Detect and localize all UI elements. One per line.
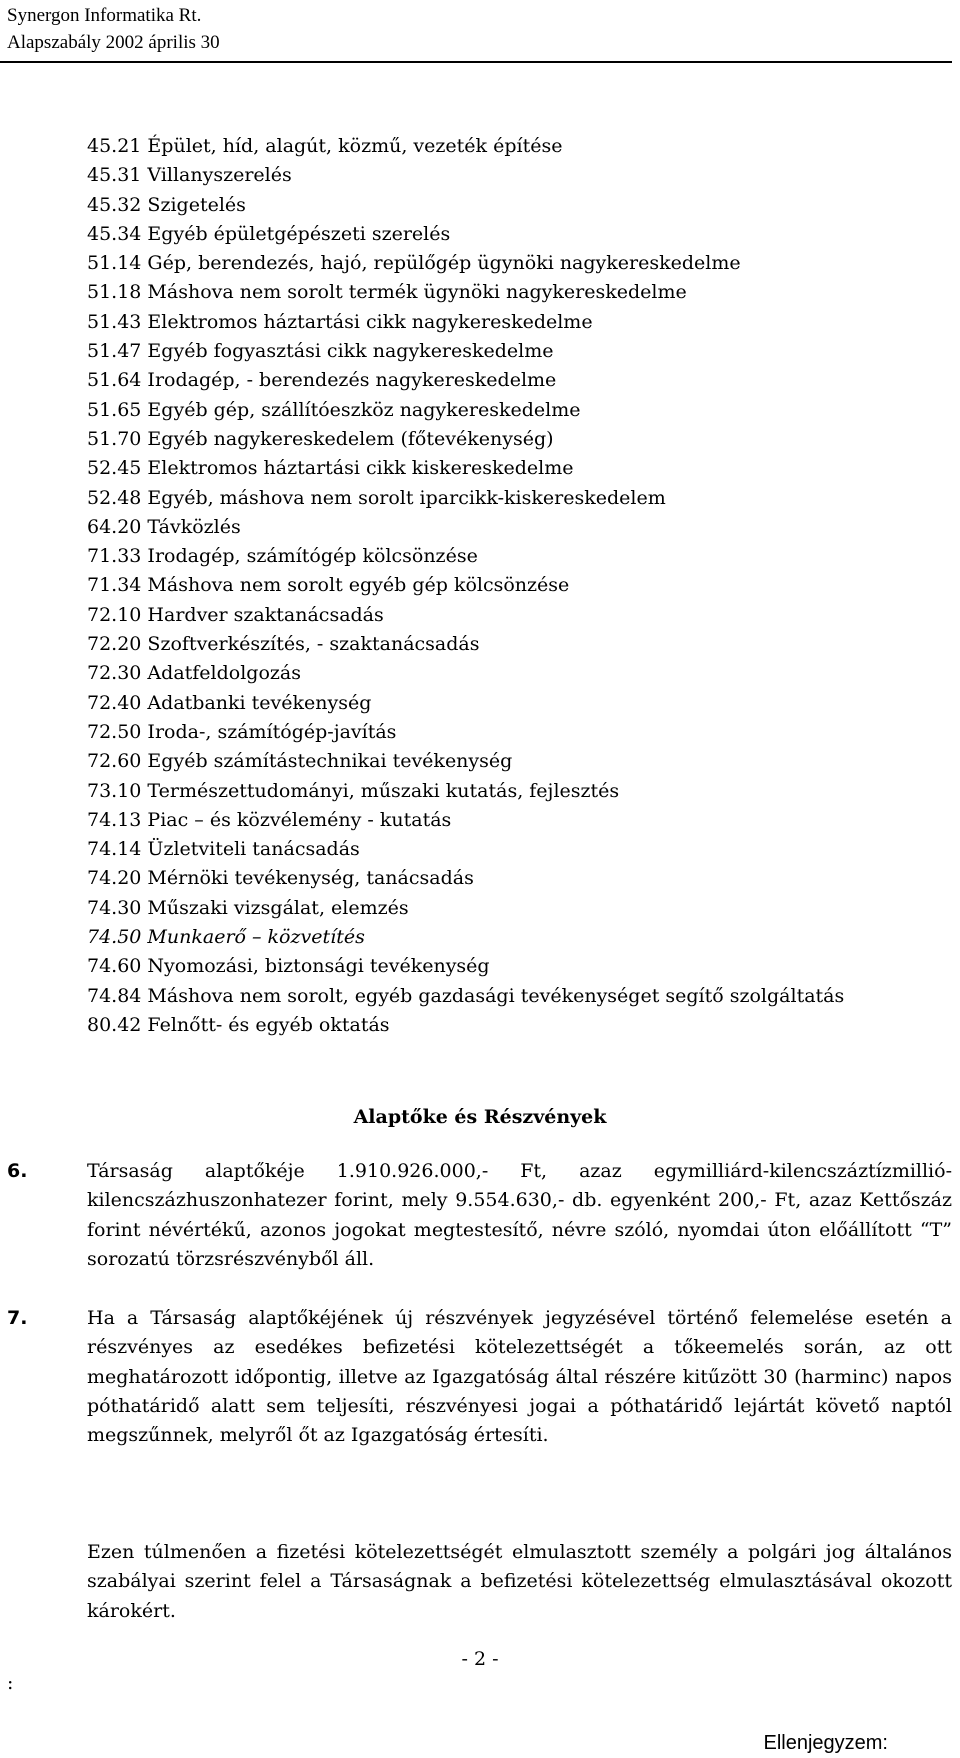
list-item: 64.20 Távközlés bbox=[87, 515, 241, 538]
list-item: 45.32 Szigetelés bbox=[87, 193, 246, 216]
margin-mark: : bbox=[7, 1672, 14, 1694]
list-item: 74.84 Máshova nem sorolt, egyéb gazdasági tevékenységet segítő szolgáltatás bbox=[87, 984, 845, 1007]
list-item: 72.50 Iroda-, számítógép-javítás bbox=[87, 720, 397, 743]
list-item: 80.42 Felnőtt- és egyéb oktatás bbox=[87, 1013, 390, 1036]
list-item: 52.45 Elektromos háztartási cikk kiskereskedelme bbox=[87, 457, 574, 480]
section-number: 6. bbox=[7, 1160, 28, 1182]
list-item: 45.34 Egyéb épületgépészeti szerelés bbox=[87, 222, 451, 245]
list-item: 72.20 Szoftverkészítés, - szaktanácsadás bbox=[87, 633, 480, 656]
page-number: - 2 - bbox=[461, 1648, 499, 1670]
activity-list bbox=[87, 132, 947, 1040]
list-item: 74.30 Műszaki vizsgálat, elemzés bbox=[87, 896, 409, 919]
list-item: 73.10 Természettudományi, műszaki kutatás, fejlesztés bbox=[87, 779, 620, 802]
list-item: 51.14 Gép, berendezés, hajó, repülőgép ügynöki nagykereskedelme bbox=[87, 252, 741, 275]
list-item: 51.64 Irodagép, - berendezés nagykereskedelme bbox=[87, 369, 557, 392]
list-item: 72.30 Adatfeldolgozás bbox=[87, 662, 302, 685]
company-name: Synergon Informatika Rt. bbox=[7, 5, 202, 26]
document-title: Alapszabály 2002 április 30 bbox=[7, 32, 220, 53]
list-item: 74.60 Nyomozási, biztonsági tevékenység bbox=[87, 955, 490, 978]
list-item: 72.10 Hardver szaktanácsadás bbox=[87, 603, 384, 626]
list-item: 51.70 Egyéb nagykereskedelem (főtevékenység) bbox=[87, 427, 554, 450]
footer-countersign: Ellenjegyzem: bbox=[763, 1732, 888, 1754]
section-number: 7. bbox=[7, 1307, 28, 1329]
list-item: 74.50 Munkaerő – közvetítés bbox=[87, 926, 365, 949]
page-header bbox=[7, 2, 220, 56]
list-item: 51.43 Elektromos háztartási cikk nagykereskedelme bbox=[87, 310, 593, 333]
section-heading: Alaptőke és Részvények bbox=[353, 1106, 607, 1128]
section-paragraph: Ezen túlmenően a fizetési kötelezettségét elmulasztott személy a polgári jog általános szabályai szerint felel a Társaságnak a befizetési kötelezettség elmulasztásával okozott károkért. bbox=[87, 1541, 952, 1622]
list-item: 72.40 Adatbanki tevékenység bbox=[87, 691, 372, 714]
section-paragraph: Ha a Társaság alaptőkéjének új részvények jegyzésével történő felemelése esetén a részvényes az esedékes befizetési kötelezettségét a tőkeemelés során, az ott meghatározott időpontig, illetve az Igazgatóság által részére kitűzött 30 (harminc) napos póthatáridő alatt sem teljesíti, részvényesi jogai a póthatáridő lejártát követő naptól megszűnnek, melyről őt az Igazgatóság értesíti. bbox=[87, 1307, 952, 1447]
list-item: 74.20 Mérnöki tevékenység, tanácsadás bbox=[87, 867, 474, 890]
list-item: 51.65 Egyéb gép, szállítóeszköz nagykereskedelme bbox=[87, 398, 581, 421]
list-item: 51.18 Máshova nem sorolt termék ügynöki nagykereskedelme bbox=[87, 281, 687, 304]
list-item: 45.21 Épület, híd, alagút, közmű, vezeték építése bbox=[87, 135, 563, 157]
list-item: 71.33 Irodagép, számítógép kölcsönzése bbox=[87, 545, 478, 568]
list-item: 45.31 Villanyszerelés bbox=[87, 164, 292, 187]
list-item: 71.34 Máshova nem sorolt egyéb gép kölcsönzése bbox=[87, 574, 570, 597]
list-item: 51.47 Egyéb fogyasztási cikk nagykereskedelme bbox=[87, 340, 554, 363]
list-item: 52.48 Egyéb, máshova nem sorolt iparcikk-kiskereskedelem bbox=[87, 486, 666, 509]
list-item: 74.14 Üzletviteli tanácsadás bbox=[87, 838, 360, 861]
list-item: 72.60 Egyéb számítástechnikai tevékenység bbox=[87, 750, 513, 773]
header-rule bbox=[0, 61, 952, 63]
list-item: 74.13 Piac – és közvélemény - kutatás bbox=[87, 808, 452, 831]
section-paragraph: Társaság alaptőkéje 1.910.926.000,- Ft, azaz egymilliárd-kilencszáztízmillió- kilencszázhuszonhatezer forint, mely 9.554.630,- db. egyenként 200,- Ft, azaz Kettőszáz forint névértékű, azonos jogokat megtestesítő, névre szóló, nyomdai úton előállított “T” sorozatú törzsrészvényből áll. bbox=[87, 1160, 952, 1270]
